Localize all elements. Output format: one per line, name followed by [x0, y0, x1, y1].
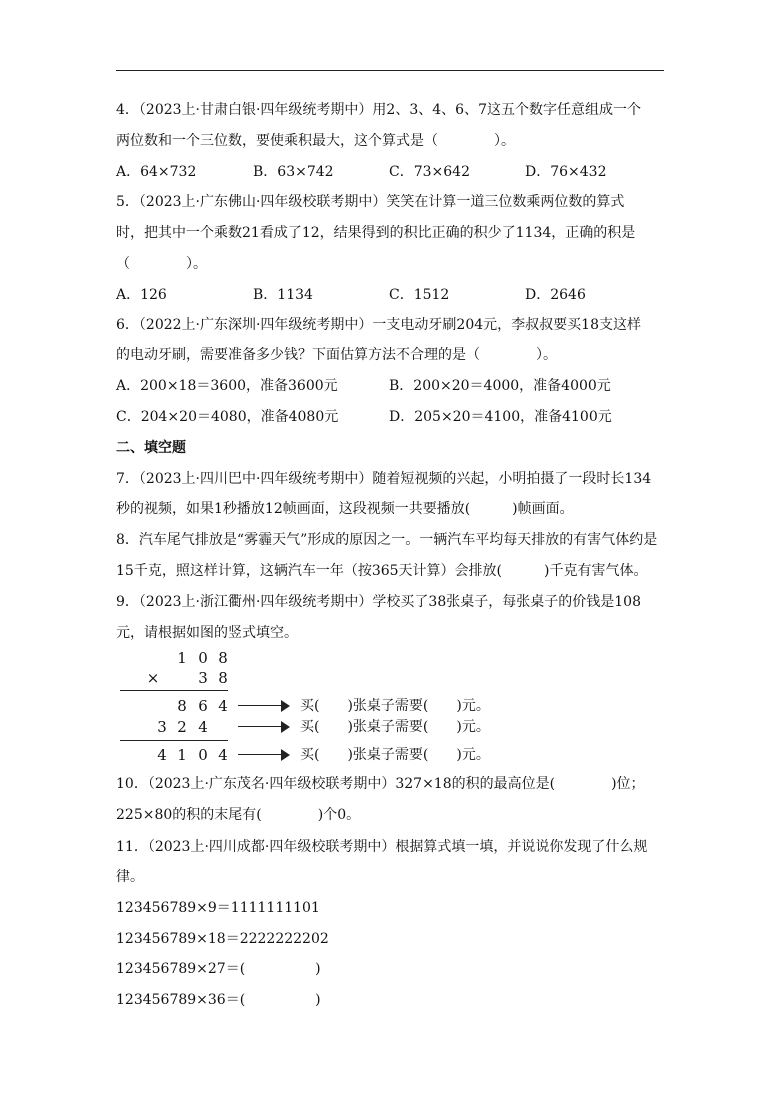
q6-text-line2: 的电动牙刷，需要准备多少钱？下面估算方法不合理的是（ ）。 — [116, 347, 557, 363]
q7-text-line1: 7．（2023上·四川巴中·四年级统考期中）随着短视频的兴起，小明拍摄了一段时长134 — [116, 471, 652, 487]
q9-fill-blank-1[interactable]: 买( )张桌子需要( )元。 — [300, 698, 490, 714]
q9-fill-blank-3[interactable]: 买( )张桌子需要( )元。 — [300, 747, 490, 763]
digit: 0 — [198, 649, 208, 667]
q11-text-line1: 11．（2023上·四川成都·四年级校联考期中）根据算式填一填，并说说你发现了什么规 — [116, 839, 648, 855]
q5-option-a[interactable]: A．126 — [116, 287, 167, 303]
q11-equation-3[interactable]: 123456789×27＝( ) — [116, 961, 321, 977]
q9-text-line2: 元，请根据如图的竖式填空。 — [116, 625, 298, 641]
arrow-right-icon — [238, 749, 290, 761]
q6-option-b[interactable]: B．200×20＝4000，准备4000元 — [389, 378, 611, 394]
q4-text-line2: 两位数和一个三位数，要使乘积最大，这个算式是（ ）。 — [116, 133, 515, 149]
digit: 8 — [218, 649, 228, 667]
digit: 8 — [177, 697, 187, 715]
q6-option-d[interactable]: D．205×20＝4100，准备4100元 — [389, 409, 612, 425]
arrow-right-icon — [238, 700, 290, 712]
q5-text-line2: 时，把其中一个乘数21看成了12，结果得到的积比正确的积少了1134，正确的积是 — [116, 225, 636, 241]
q4-text-line1: 4．（2023上·甘肃白银·四年级统考期中）用2、3、4、6、7这五个数字任意组成一个 — [116, 102, 641, 118]
q6-option-a[interactable]: A．200×18＝3600，准备3600元 — [116, 378, 338, 394]
q11-equation-1: 123456789×9＝1111111101 — [116, 900, 320, 916]
digit: 8 — [218, 669, 228, 687]
digit: 0 — [198, 746, 208, 764]
digit: 4 — [218, 697, 228, 715]
q5-option-b[interactable]: B．1134 — [253, 287, 313, 303]
digit: 4 — [198, 718, 208, 736]
digit: 1 — [177, 649, 187, 667]
header-rule — [116, 70, 664, 71]
digit: 6 — [198, 697, 208, 715]
q4-option-b[interactable]: B．63×742 — [253, 164, 334, 180]
q10-text-line1: 10．（2023上·广东茂名·四年级校联考期中）327×18的积的最高位是( )位； — [116, 776, 645, 792]
q11-equation-4[interactable]: 123456789×36＝( ) — [116, 992, 321, 1008]
digit: 3 — [198, 669, 208, 687]
q11-text-line2: 律。 — [116, 869, 144, 885]
q8-text-line2: 15千克，照这样计算，这辆汽车一年（按365天计算）会排放( )千克有害气体。 — [116, 563, 648, 579]
digit: 1 — [177, 746, 187, 764]
q4-option-c[interactable]: C．73×642 — [389, 164, 470, 180]
q6-text-line1: 6．（2022上·广东深圳·四年级统考期中）一支电动牙刷204元，李叔叔要买18支这样 — [116, 317, 641, 333]
q5-text-line1: 5．（2023上·广东佛山·四年级校联考期中）笑笑在计算一道三位数乘两位数的算式 — [116, 194, 625, 210]
q8-text-line1: 8．汽车尾气排放是“雾霾天气”形成的原因之一。一辆汽车平均每天排放的有害气体约是 — [116, 532, 658, 548]
q9-text-line1: 9．（2023上·浙江衢州·四年级统考期中）学校买了38张桌子，每张桌子的价钱是108 — [116, 594, 641, 610]
digit: 4 — [157, 746, 167, 764]
digit: 4 — [218, 746, 228, 764]
q5-text-line3: （ ）。 — [116, 256, 207, 272]
arrow-right-icon — [238, 721, 290, 733]
digit: 2 — [177, 718, 187, 736]
sum-line-bottom — [120, 740, 228, 741]
q10-text-line2: 225×80的积的末尾有( )个0。 — [116, 807, 361, 823]
digit: 3 — [157, 718, 167, 736]
q5-option-d[interactable]: D．2646 — [525, 287, 586, 303]
q11-equation-2: 123456789×18＝2222222202 — [116, 931, 329, 947]
q4-option-d[interactable]: D．76×432 — [525, 164, 607, 180]
q4-option-a[interactable]: A．64×732 — [116, 164, 197, 180]
q7-text-line2: 秒的视频，如果1秒播放12帧画面，这段视频一共要播放( )帧画面。 — [116, 501, 574, 517]
sum-line-top — [120, 690, 228, 691]
multiply-sign: × — [146, 669, 160, 687]
section-title-fill-in: 二、填空题 — [116, 440, 186, 456]
q9-fill-blank-2[interactable]: 买( )张桌子需要( )元。 — [300, 719, 490, 735]
q6-option-c[interactable]: C．204×20＝4080，准备4080元 — [116, 409, 339, 425]
q5-option-c[interactable]: C．1512 — [389, 287, 450, 303]
